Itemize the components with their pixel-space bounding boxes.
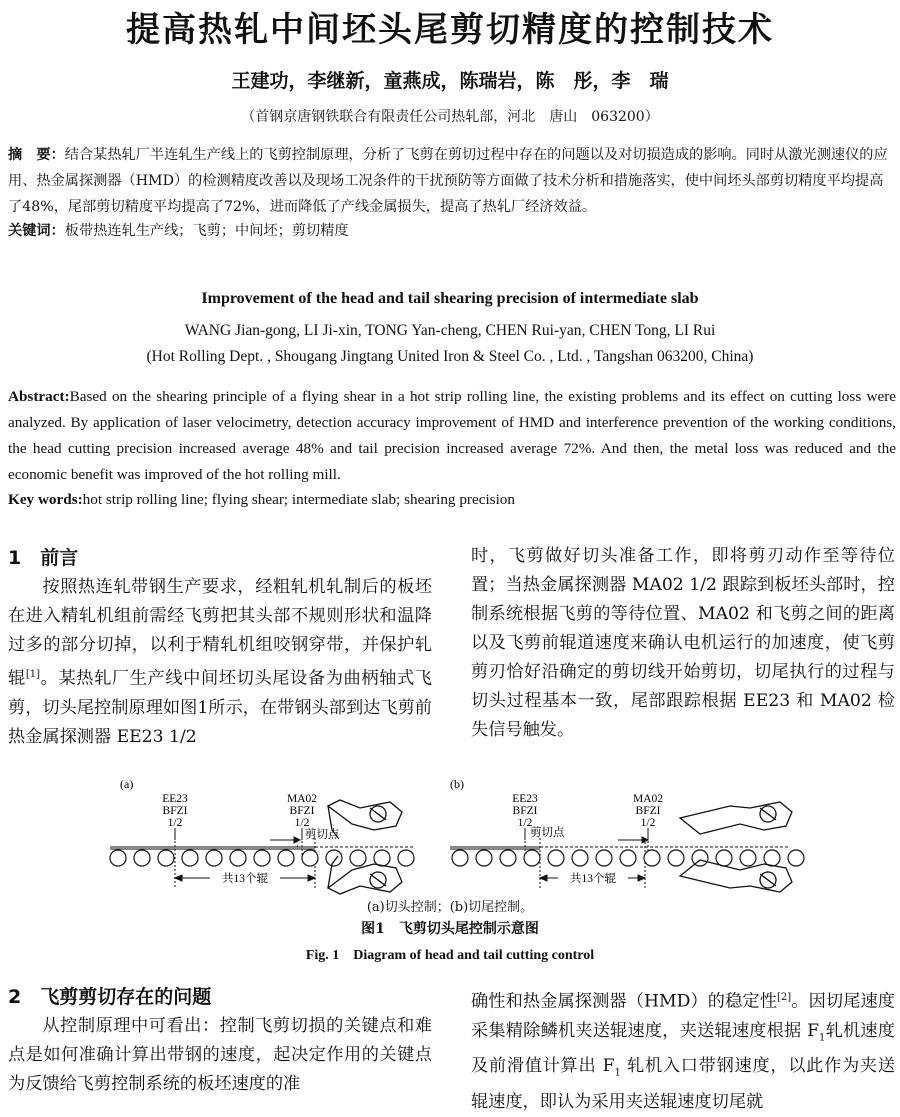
keywords-en-label: Key words: <box>8 491 83 508</box>
roll-26 <box>764 850 780 866</box>
roll-10 <box>350 850 366 866</box>
keywords-cn-text: 板带热连轧生产线；飞剪；中间坯；剪切精度 <box>64 223 349 239</box>
ee23-bfzi-a: BFZI <box>162 805 188 817</box>
section2-right-text4: 轧机入口带钢速度，以此作为夹送辊速度，即认为采用夹送辊速度切尾就 <box>471 1056 896 1112</box>
section2-right-text2: 。因切尾速度采集精除鳞机夹送辊速度，夹送辊速度根据 F <box>471 991 895 1041</box>
roll-16 <box>524 850 540 866</box>
abstract-en-text: Based on the shearing principle of a flying shear in a hot strip rolling line, the existing problems and its effect on cutting loss were analyzed. By application of laser velocimetry, detection accuracy improvement of HMD and interference prevention of the working conditions, the head cutting precision increased average 48% and tail precision increased average 72%. And then, the metal loss was reduced and the economic benefit was improved of the hot rolling mill. <box>8 388 896 483</box>
ee23-half-a: 1/2 <box>167 817 183 829</box>
roll-2 <box>158 850 174 866</box>
ee23-half-b: 1/2 <box>517 817 533 829</box>
ee23-bfzi-b: BFZI <box>512 805 538 817</box>
section2-ref: [2] <box>777 992 792 1003</box>
roll-3 <box>182 850 198 866</box>
figure1-caption-en: Fig. 1 Diagram of head and tail cutting control <box>305 948 595 963</box>
english-authors: WANG Jian-gong, LI Ji-xin, TONG Yan-cheng, CHEN Rui-yan, CHEN Tong, LI Rui <box>184 322 716 339</box>
section1-right-column <box>471 542 895 745</box>
section2-left-paragraph: 从控制原理中可看出：控制飞剪切损的关键点和难点是如何准确计算出带钢的速度，起决定作用的关键点为反馈给飞剪控制系统的板坯速度的准 <box>8 1016 432 1094</box>
english-affiliation: (Hot Rolling Dept. , Shougang Jingtang United Iron & Steel Co. , Ltd. , Tangshan 063200, China) <box>146 348 754 365</box>
keywords-cn <box>8 218 896 244</box>
roller-table <box>110 850 804 866</box>
roll-4 <box>206 850 222 866</box>
paper-title: 提高热轧中间坯头尾剪切精度的控制技术 <box>126 10 774 50</box>
abstract-en-label: Abstract: <box>8 388 70 405</box>
ma02-half-a: 1/2 <box>294 817 310 829</box>
ma02-label-b: MA02 <box>632 793 664 805</box>
roll-21 <box>644 850 660 866</box>
section2-right-column <box>471 983 895 1117</box>
roll-27 <box>788 850 804 866</box>
ma02-half-b: 1/2 <box>640 817 656 829</box>
roll-23 <box>692 850 708 866</box>
section1-ref: [1] <box>25 669 40 680</box>
ee23-label-a: EE23 <box>162 793 188 805</box>
roll-9 <box>326 850 342 866</box>
section2-right-text1: 确性和热金属探测器（HMD）的稳定性 <box>471 991 777 1012</box>
roll-18 <box>572 850 588 866</box>
section1-right-paragraph: 时，飞剪做好切头准备工作，即将剪刃动作至等待位置；当热金属探测器 MA02 1/2 跟踪到板坯头部时，控制系统根据飞剪的等待位置、MA02 和飞剪之间的距离以及飞剪前辊道速度来确认电机运行的加速度，使飞剪剪刃恰好沿确定的剪切线开始剪切，切尾执行的过程与切头过程基本一致，尾部跟踪根据 EE23 和 MA02 检失信号触发。 <box>471 546 895 740</box>
english-title: Improvement of the head and tail shearing precision of intermediate slab <box>201 290 699 307</box>
roll-15 <box>500 850 516 866</box>
section1-left-column <box>8 544 432 752</box>
roll-8 <box>302 850 318 866</box>
roll-count-a: 共13个辊 <box>222 873 268 885</box>
cut-point-a: 剪切点 <box>305 829 340 841</box>
section2-sub2: 1 <box>614 1067 621 1079</box>
roll-5 <box>230 850 246 866</box>
strip-slab <box>110 847 790 849</box>
figure1 <box>90 778 810 908</box>
ma02-label-a: MA02 <box>286 793 318 805</box>
cut-point-b: 剪切点 <box>530 827 565 839</box>
roll-25 <box>740 850 756 866</box>
roll-17 <box>548 850 564 866</box>
figure1-subcaption: (a)切头控制；(b)切尾控制。 <box>366 900 534 915</box>
roll-24 <box>716 850 732 866</box>
roll-11 <box>374 850 390 866</box>
figure1-diagram <box>90 778 810 896</box>
section2-right-text3: 轧机速度及前滑值计算出 F <box>471 1020 895 1077</box>
abstract-cn-text: 结合某热轧厂半连轧生产线上的飞剪控制原理，分析了飞剪在剪切过程中存在的问题以及对切损造成的影响。同时从激光测速仪的应用、热金属探测器（HMD）的检测精度改善以及现场工况条件的干扰预防等方面做了技术分析和措施落实，使中间坯头部剪切精度平均提高了48%，尾部剪切精度平均提高了72%，进而降低了产线金属损失，提高了热轧厂经济效益。 <box>8 147 888 215</box>
section2-sub1: 1 <box>819 1032 826 1044</box>
figure1-panel-a: (a) <box>120 778 134 791</box>
ee23-label-b: EE23 <box>512 793 538 805</box>
roll-12 <box>398 850 414 866</box>
abstract-en <box>8 384 896 488</box>
roll-1 <box>134 850 150 866</box>
roll-6 <box>254 850 270 866</box>
abstract-cn <box>8 142 896 220</box>
roll-7 <box>278 850 294 866</box>
keywords-en <box>8 487 896 513</box>
roll-14 <box>476 850 492 866</box>
roll-22 <box>668 850 684 866</box>
figure1-caption-cn: 图1 飞剪切头尾控制示意图 <box>361 921 539 937</box>
roll-0 <box>110 850 126 866</box>
roll-19 <box>596 850 612 866</box>
section2-left-column <box>8 983 432 1099</box>
roll-count-b: 共13个辊 <box>570 873 616 885</box>
roll-20 <box>620 850 636 866</box>
ma02-bfzi-b: BFZI <box>635 805 661 817</box>
abstract-cn-label: 摘 要： <box>8 147 65 163</box>
roll-13 <box>452 850 468 866</box>
author-list: 王建功，李继新，童燕成，陈瑞岩，陈 彤，李 瑞 <box>231 70 669 92</box>
affiliation: （首钢京唐钢铁联合有限责任公司热轧部，河北 唐山 063200） <box>241 109 659 125</box>
keywords-cn-label: 关键词： <box>8 223 65 239</box>
keywords-en-text: hot strip rolling line; flying shear; intermediate slab; shearing precision <box>82 491 515 508</box>
figure1-panel-b: (b) <box>450 778 464 791</box>
section2-right-paragraph <box>471 983 895 1117</box>
section1-left-text: 按照热连轧带钢生产要求，经粗轧机轧制后的板坯在进入精轧机组前需经飞剪把其头部不规则形状和温降过多的部分切掉，以利于精轧机组咬钢穿带，并保护轧辊 <box>8 577 432 689</box>
section1-left-paragraph <box>8 573 432 752</box>
ma02-bfzi-a: BFZI <box>289 805 315 817</box>
section1-left-text2: 。某热轧厂生产线中间坯切头尾设备为曲柄轴式飞剪，切头尾控制原理如图1所示，在带钢头部到达飞剪前热金属探测器 EE23 1/2 <box>8 668 432 747</box>
section1-heading: 1 前言 <box>8 547 79 569</box>
section2-heading: 2 飞剪剪切存在的问题 <box>8 986 212 1008</box>
